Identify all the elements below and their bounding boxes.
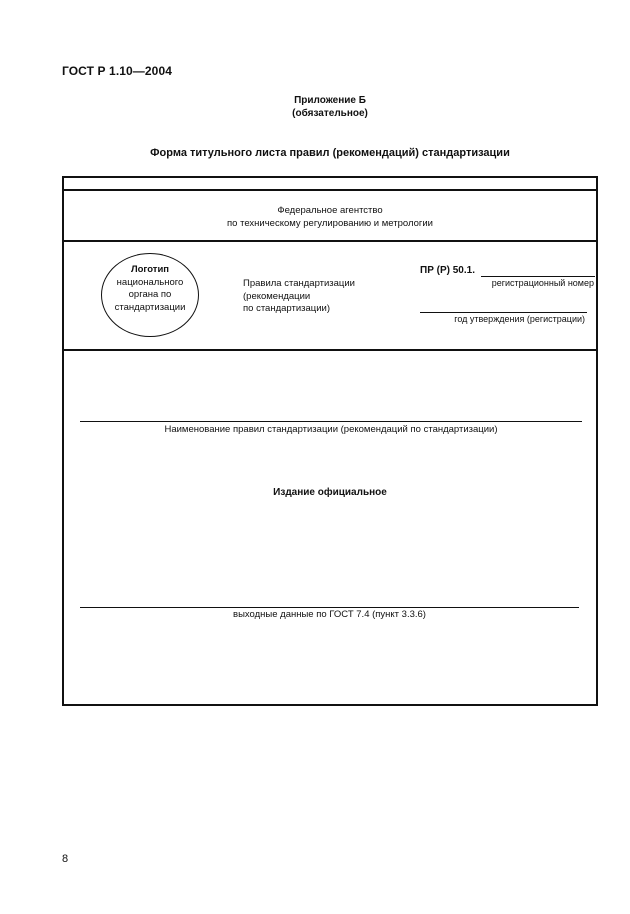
agency-divider — [64, 240, 596, 242]
registration-number-caption: регистрационный номер — [491, 278, 594, 288]
official-edition-label: Издание официальное — [273, 487, 387, 498]
registration-number-line — [481, 276, 595, 277]
document-code: ГОСТ Р 1.10—2004 — [62, 64, 172, 78]
rules-type-line-2: (рекомендации — [243, 290, 311, 302]
rules-type-line-1: Правила стандартизации — [243, 278, 355, 289]
logo-line-2: национального — [116, 276, 184, 288]
imprint-line — [80, 607, 579, 608]
imprint-caption: выходные данные по ГОСТ 7.4 (пункт 3.3.6) — [233, 609, 426, 620]
approval-year-caption: год утверждения (регистрации) — [454, 314, 585, 324]
approval-year-line — [420, 312, 587, 313]
header-block-divider — [64, 349, 596, 351]
logo-line-4: стандартизации — [114, 301, 186, 313]
agency-line-1: Федеральное агентство — [277, 205, 383, 216]
logo-label: Логотип — [130, 264, 170, 275]
frame-top-divider — [64, 189, 596, 191]
form-title: Форма титульного листа правил (рекомендаций) стандартизации — [150, 147, 510, 159]
agency-line-2: по техническому регулированию и метрологии — [227, 218, 433, 229]
logo-line-3: органа по — [128, 289, 172, 300]
rules-name-line — [80, 421, 582, 422]
rules-type-text — [243, 278, 355, 316]
annex-status: (обязательное) — [292, 108, 368, 119]
rules-name-caption: Наименование правил стандартизации (рекомендаций по стандартизации) — [164, 424, 498, 435]
annex-title: Приложение Б — [294, 95, 366, 106]
page-number: 8 — [62, 853, 69, 865]
registration-code-prefix: ПР (Р) 50.1. — [420, 265, 475, 276]
logo-placeholder-text — [101, 264, 199, 314]
rules-type-line-3: по стандартизации) — [243, 303, 331, 314]
